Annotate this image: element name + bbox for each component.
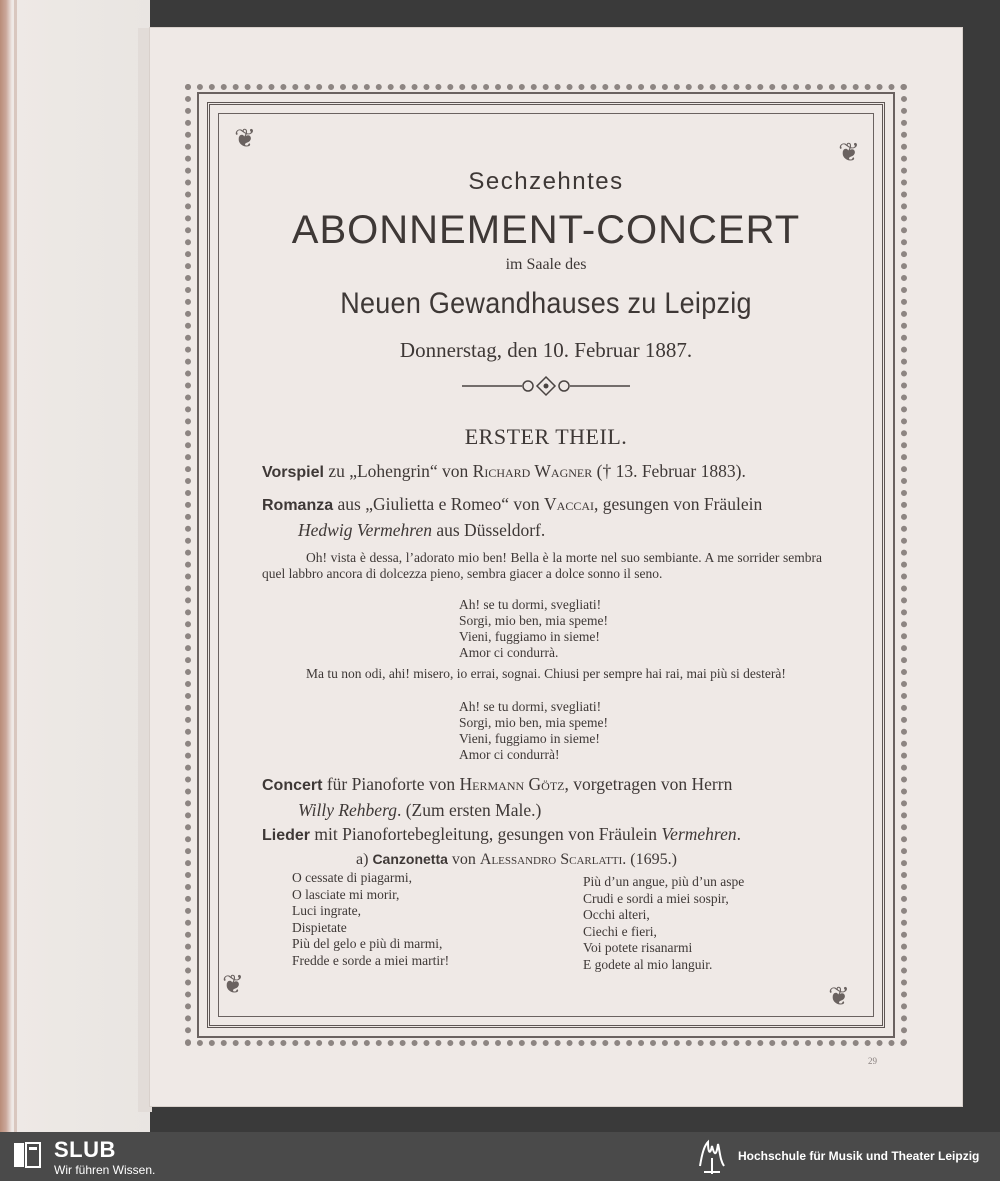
composer-name: Richard Wagner: [472, 461, 593, 481]
item-romanza: [262, 492, 822, 542]
composer-name: Vaccai: [544, 494, 595, 514]
verse-line: Amor ci condurrà.: [459, 645, 559, 660]
program-date: Donnerstag, den 10. Februar 1887.: [399, 338, 693, 362]
book-spine: [14, 0, 17, 1132]
item-heading: Vorspiel: [262, 464, 324, 481]
item-heading: Romanza: [262, 497, 334, 514]
item-text: aus „Giulietta e Romeo“ von: [333, 494, 545, 514]
slub-logo-icon[interactable]: [12, 1140, 42, 1170]
library-name[interactable]: SLUB: [54, 1137, 116, 1162]
canzonetta-verse-right: [583, 874, 744, 974]
verse-line: Crudi e sordi a miei sospir,: [583, 890, 729, 906]
library-tagline: Wir führen Wissen.: [54, 1163, 156, 1177]
verse-line: Sorgi, mio ben, mia speme!: [459, 613, 608, 628]
item-text: .: [736, 824, 741, 844]
verse-line: O lasciate mi morir,: [292, 886, 400, 902]
item-heading: Lieder: [262, 827, 311, 844]
lyrics-prose: Oh! vista è dessa, l’adorato mio ben! Bella è la morte nel suo sembiante. A me sorrider sembra quel labbro ancora di dolcezza pieno, sembra giacer a dolce sonno il seno.: [262, 550, 822, 581]
verse-line: Vieni, fuggiamo in sieme!: [459, 731, 600, 746]
singer-name: Vermehren: [661, 824, 737, 844]
book-edge: [0, 0, 150, 1132]
lyrics-verse: [459, 597, 608, 661]
hmt-logo-icon[interactable]: [694, 1136, 730, 1176]
verse-line: E godete al mio languir.: [583, 956, 713, 972]
footer-bar: [0, 1132, 1000, 1181]
verse-line: Più d’un angue, più d’un aspe: [583, 874, 745, 889]
lyrics-verse: [459, 699, 608, 763]
item-text: zu „Lohengrin“ von: [323, 461, 473, 481]
item-text: († 13. Februar 1883).: [592, 461, 746, 481]
corner-ornament-icon: ❦: [222, 970, 244, 999]
item-lieder: [262, 822, 822, 848]
verse-line: Ciechi e fieri,: [583, 923, 657, 939]
verse-line: Ah! se tu dormi, svegliati!: [459, 699, 602, 714]
item-text: . (Zum ersten Male.): [396, 800, 542, 820]
verse-line: Occhi alteri,: [583, 907, 650, 923]
section-heading: ERSTER THEIL.: [464, 424, 628, 449]
canzonetta-verse-left: [292, 870, 449, 970]
item-text: für Pianoforte von: [322, 774, 460, 794]
item-heading: Concert: [262, 777, 323, 794]
corner-ornament-icon: ❦: [234, 124, 256, 153]
performer-name: Willy Rehberg: [298, 800, 397, 820]
verse-line: Luci ingrate,: [292, 903, 361, 919]
corner-ornament-icon: ❦: [838, 138, 860, 167]
verse-line: O cessate di piagarmi,: [292, 870, 412, 885]
divider-ornament-icon: [462, 374, 630, 398]
corner-ornament-icon: ❦: [828, 982, 850, 1011]
item-text: , vorgetragen von Herrn: [564, 774, 733, 794]
verse-line: Amor ci condurrà!: [459, 747, 560, 762]
verse-line: Voi potete risanarmi: [583, 940, 693, 956]
item-concert: [262, 772, 822, 822]
item-text: von: [447, 851, 480, 868]
item-heading: Canzonetta: [372, 851, 448, 867]
singer-name: Hedwig Vermehren: [298, 520, 432, 540]
lyrics-prose: Ma tu non odi, ahi! misero, io errai, sognai. Chiusi per sempre hai rai, mai più si desterà!: [306, 666, 786, 681]
composer-name: Alessandro Scarlatti: [479, 851, 623, 868]
item-text: , gesungen von Fräulein: [594, 494, 763, 514]
verse-line: Fredde e sorde a miei martir!: [292, 952, 450, 968]
program-venue: Neuen Gewandhauses zu Leipzig: [340, 287, 752, 320]
program-number: Sechzehntes: [468, 168, 624, 195]
verse-line: Dispietate: [292, 919, 347, 935]
program-subtitle: im Saale des: [505, 256, 587, 273]
item-text: mit Pianofortebegleitung, gesungen von Fräulein: [310, 824, 662, 844]
verse-line: Vieni, fuggiamo in sieme!: [459, 629, 600, 644]
item-label: a): [356, 851, 369, 868]
item-canzonetta: [356, 847, 796, 872]
program-title: ABONNEMENT-CONCERT: [291, 208, 801, 252]
verse-line: Ah! se tu dormi, svegliati!: [459, 597, 602, 612]
verse-line: Sorgi, mio ben, mia speme!: [459, 715, 608, 730]
institution-name[interactable]: Hochschule für Musik und Theater Leipzig: [738, 1149, 980, 1163]
item-vorspiel: [262, 459, 822, 485]
page-number: 29: [868, 1056, 877, 1066]
composer-name: Hermann Götz: [459, 774, 565, 794]
item-text: . (1695.): [622, 851, 677, 868]
verse-line: Più del gelo e più di marmi,: [292, 936, 443, 952]
item-text: aus Düsseldorf.: [431, 520, 546, 540]
